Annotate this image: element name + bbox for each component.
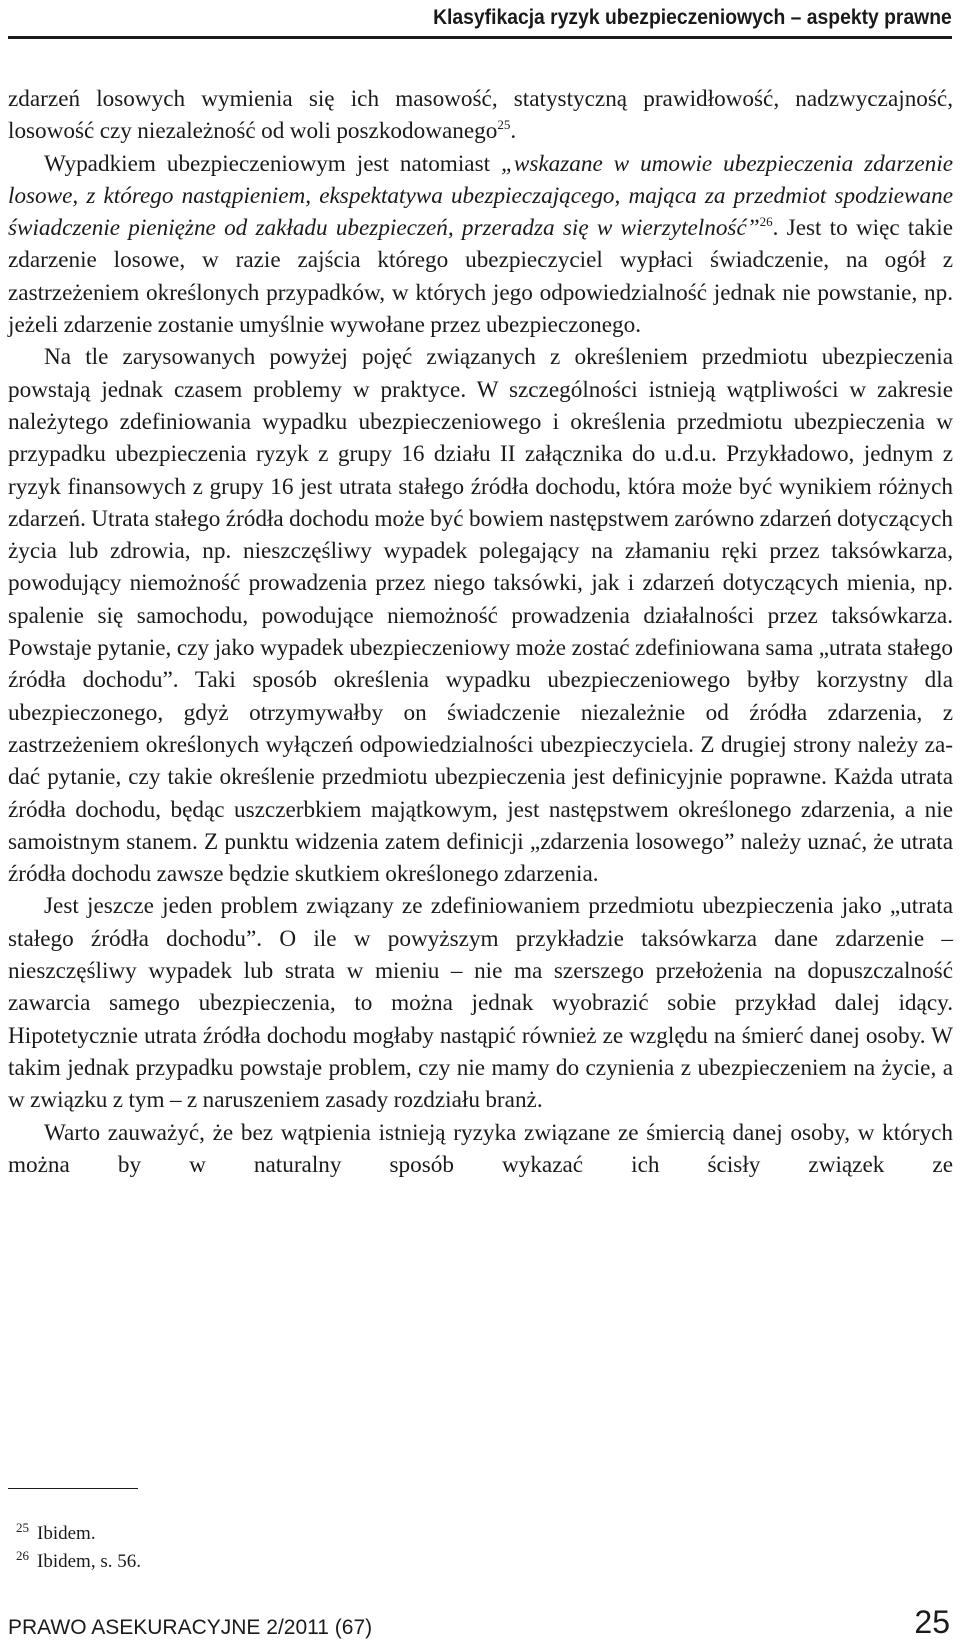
paragraph-2-rest: . Jest to więc takie zdarzenie losowe, w razie zajścia którego ubezpieczyciel wypłaci świadczenie, na ogół z zastrzeżeniem określonych przypadków, w których jego odpowiedzialność jednak nie powstanie, np. jeżeli zdarzenie zostanie umyślnie wywołane przez ubezpieczonego. <box>8 215 953 339</box>
footnote-ref-26: 26 <box>759 214 773 230</box>
footnotes <box>16 1520 141 1576</box>
footnote-26 <box>16 1548 141 1576</box>
definition-quote: „wskazane w umowie ubezpieczenia zdarzenie losowe, z którego nastąpieniem, ekspektatywa ubezpieczającego, mająca za przedmiot spodziewane świadczenie pieniężne od zakładu ubezpieczeń, przeradza się w wierzytelność” <box>8 150 954 242</box>
running-title: Klasyfikacja ryzyk ubezpieczeniowych – aspekty prawne <box>433 6 952 29</box>
footnote-text: Ibidem. <box>37 1523 96 1544</box>
paragraph-1 <box>8 83 953 148</box>
paragraph-2 <box>8 148 953 342</box>
footnote-separator <box>8 1488 138 1489</box>
footnote-25 <box>16 1520 141 1548</box>
footnote-number: 25 <box>16 1520 29 1535</box>
footnote-number: 26 <box>16 1548 29 1563</box>
paragraph-1-text: zdarzeń losowych wymienia się ich masowość, statystyczną prawidłowość, nadzwyczajność, losowość czy niezależność od woli poszkodowanego <box>8 86 953 145</box>
paragraph-3: Na tle zarysowanych powyżej pojęć związanych z określeniem przedmiotu ubezpieczenia powstają jednak czasem problemy w praktyce. W szczególności istnieją wątpliwości w zakresie należytego zdefiniowania wypadku ubezpieczeniowego i określenia przedmiotu ubezpieczenia w przypadku ubezpieczenia ryzyk z grupy 16 działu II załącznika do u.d.u. Przykładowo, jednym z ryzyk finansowych z grupy 16 jest utrata stałego źródła dochodu, która może być wynikiem różnych zdarzeń. Utrata stałego źródła dochodu może być bowiem następstwem zarówno zdarzeń dotyczących życia lub zdrowia, np. nieszczęśliwy wypadek polegający na złamaniu ręki przez taksówkarza, powodujący niemożność prowadzenia przez niego taksówki, jak i zdarzeń dotyczących mienia, np. spalenie się samochodu, powodujące niemożność prowadzenia działalności przez taksówkarza. Powstaje pytanie, czy jako wypadek ubezpieczeniowy może zostać zdefiniowana sama „utrata stałego źródła dochodu”. Taki sposób określenia wypadku ubezpieczeniowego byłby korzystny dla ubezpieczonego, gdyż otrzymywałby on świadczenie niezależnie od źródła zdarzenia, z zastrzeżeniem określonych wyłączeń odpowiedzialności ubezpieczyciela. Z drugiej strony należy zadać pytanie, czy takie określenie przedmiotu ubezpieczenia jest definicyjnie poprawne. Każda utrata źródła dochodu, będąc uszczerbkiem majątkowym, jest następstwem określonego zdarzenia, a nie samoistnym stanem. Z punktu widzenia zatem definicji „zdarzenia losowego” należy uznać, że utrata źródła dochodu zawsze będzie skutkiem określonego zdarzenia. <box>8 344 953 888</box>
paragraph-1-end: . <box>510 118 517 145</box>
footnote-text: Ibidem, s. 56. <box>37 1551 141 1572</box>
paragraph-5: Warto zauważyć, że bez wątpienia istnieją ryzyka związane ze śmiercią danej osoby, w których można by w naturalny sposób wykazać ich ścisły związek ze <box>8 1119 953 1178</box>
footnote-ref-25: 25 <box>497 117 511 133</box>
main-text <box>8 83 953 1181</box>
paragraph-2-text: Wypadkiem ubezpieczeniowym jest natomiast <box>44 150 501 177</box>
paragraph-4: Jest jeszcze jeden problem związany ze zdefiniowaniem przedmiotu ubezpieczenia jako „utrata stałego źródła dochodu”. O ile w powyższym przykładzie taksówkarza dane zdarzenie – nieszczęśliwy wypadek lub strata w mieniu – nie ma szerszego przełożenia na dopuszczalność zawarcia samego ubezpieczenia, to można jednak wyobrazić sobie przykład dalej idący. Hipotetycznie utrata źródła dochodu mogłaby nastąpić również ze względu na śmierć danej osoby. W takim jednak przypadku powstaje problem, czy nie mamy do czynienia z ubezpieczeniem na życie, a w związku z tym – z naruszeniem zasady rozdziału branż. <box>8 893 953 1114</box>
running-header <box>8 2 952 39</box>
page-number: 25 <box>914 1604 950 1640</box>
journal-footer: PRAWO ASEKURACYJNE 2/2011 (67) <box>8 1616 373 1639</box>
